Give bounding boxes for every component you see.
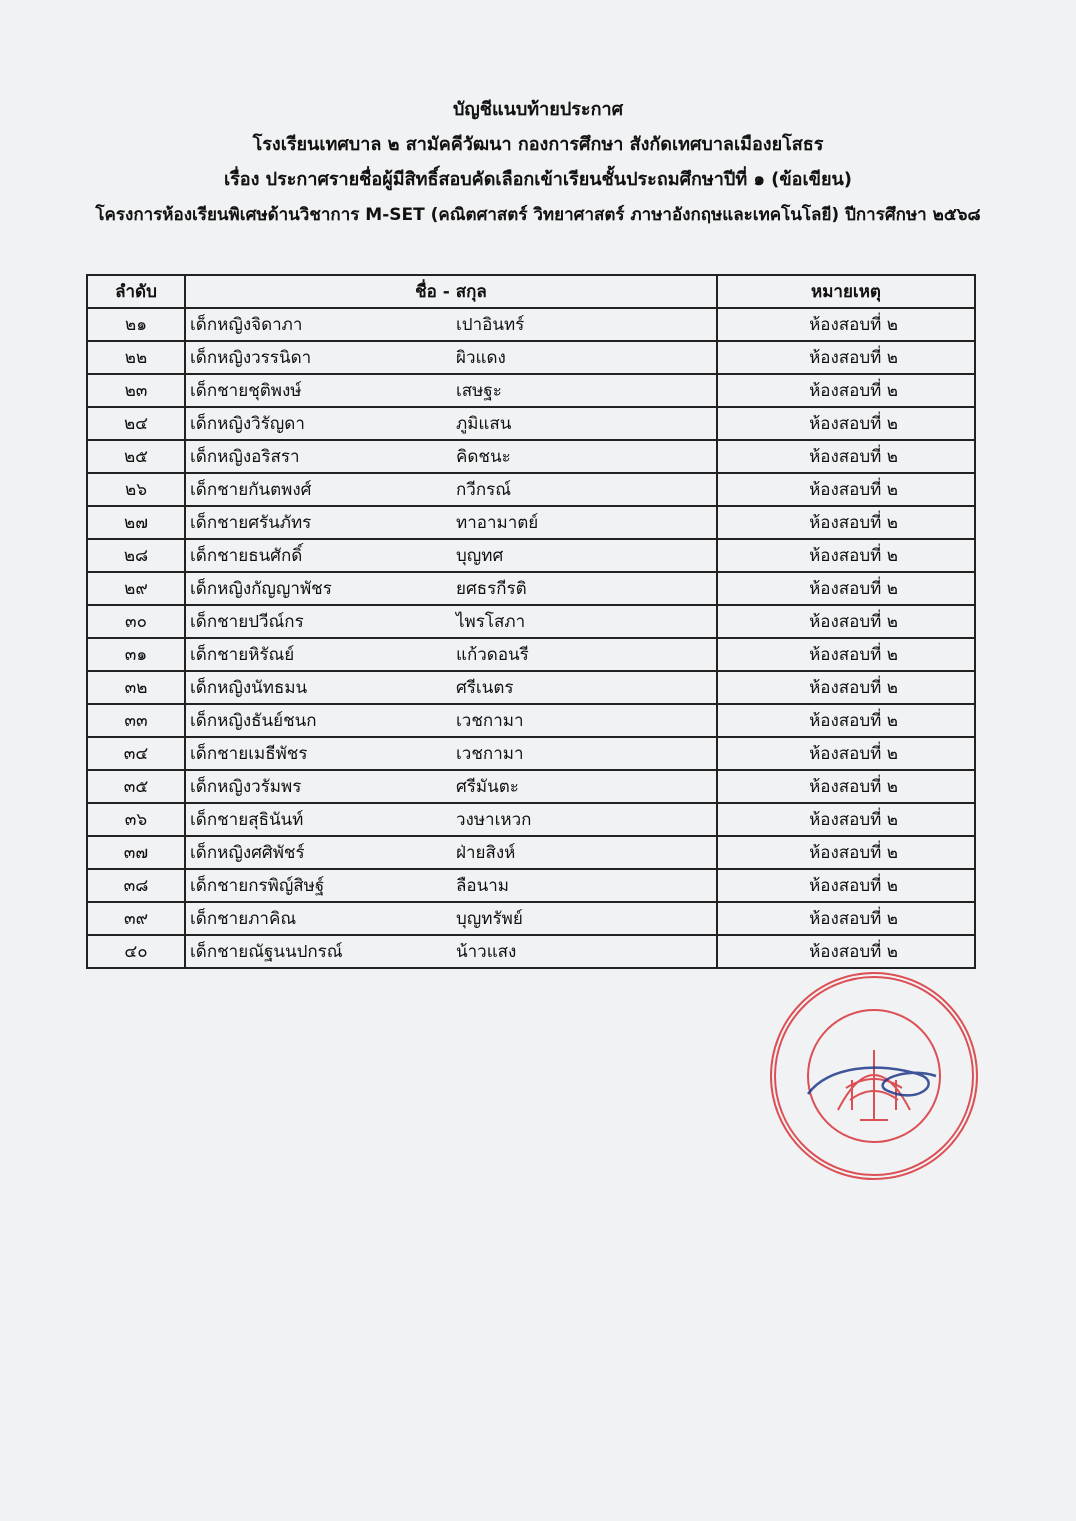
first-name: เด็กชายธนศักดิ์	[190, 546, 303, 566]
row-number: ๓๒	[87, 671, 185, 704]
table-row	[87, 440, 975, 473]
last-name: เสษฐะ	[456, 381, 502, 401]
student-name	[185, 473, 717, 506]
last-name: บุญทศ	[456, 546, 504, 566]
exam-room-note: ห้องสอบที่ ๒	[717, 935, 975, 968]
row-number: ๒๗	[87, 506, 185, 539]
exam-room-note: ห้องสอบที่ ๒	[717, 572, 975, 605]
first-name: เด็กชายหิรัณย์	[190, 645, 295, 665]
table-row	[87, 308, 975, 341]
last-name: น้าวแสง	[456, 942, 517, 962]
first-name: เด็กชายปวีณ์กร	[190, 612, 304, 632]
student-name	[185, 869, 717, 902]
student-name	[185, 539, 717, 572]
student-name	[185, 440, 717, 473]
table-row	[87, 869, 975, 902]
last-name: คิดชนะ	[456, 447, 511, 467]
last-name: ลือนาม	[456, 876, 510, 896]
table-row	[87, 605, 975, 638]
row-number: ๓๘	[87, 869, 185, 902]
last-name: เวชกามา	[456, 711, 524, 731]
exam-room-note: ห้องสอบที่ ๒	[717, 308, 975, 341]
row-number: ๓๖	[87, 803, 185, 836]
header-school: โรงเรียนเทศบาล ๒ สามัคคีวัฒนา กองการศึกษา สังกัดเทศบาลเมืองยโสธร	[252, 134, 824, 155]
table-row	[87, 473, 975, 506]
table-row	[87, 506, 975, 539]
row-number: ๓๙	[87, 902, 185, 935]
table-row	[87, 572, 975, 605]
table-row	[87, 902, 975, 935]
first-name: เด็กหญิงวรรนิดา	[190, 348, 312, 368]
row-number: ๓๕	[87, 770, 185, 803]
official-seal	[768, 970, 980, 1182]
table-row	[87, 803, 975, 836]
row-number: ๒๙	[87, 572, 185, 605]
row-number: ๓๓	[87, 704, 185, 737]
row-number: ๒๘	[87, 539, 185, 572]
last-name: ศรีเนตร	[456, 678, 514, 698]
row-number: ๒๒	[87, 341, 185, 374]
student-name	[185, 374, 717, 407]
student-list-table	[86, 274, 976, 969]
exam-room-note: ห้องสอบที่ ๒	[717, 440, 975, 473]
first-name: เด็กหญิงศศิพัชร์	[190, 843, 305, 863]
first-name: เด็กหญิงนัทธมน	[190, 678, 308, 698]
exam-room-note: ห้องสอบที่ ๒	[717, 638, 975, 671]
student-name	[185, 737, 717, 770]
column-header-no: ลำดับ	[87, 275, 185, 308]
column-header-note: หมายเหตุ	[717, 275, 975, 308]
table-row	[87, 671, 975, 704]
exam-room-note: ห้องสอบที่ ๒	[717, 737, 975, 770]
header-title: บัญชีแนบท้ายประกาศ	[452, 99, 624, 120]
table-row	[87, 407, 975, 440]
student-name	[185, 803, 717, 836]
student-name	[185, 341, 717, 374]
row-number: ๔๐	[87, 935, 185, 968]
exam-room-note: ห้องสอบที่ ๒	[717, 605, 975, 638]
table-row	[87, 737, 975, 770]
student-name	[185, 572, 717, 605]
exam-room-note: ห้องสอบที่ ๒	[717, 473, 975, 506]
student-name	[185, 638, 717, 671]
student-name	[185, 308, 717, 341]
exam-room-note: ห้องสอบที่ ๒	[717, 902, 975, 935]
table-row	[87, 341, 975, 374]
exam-room-note: ห้องสอบที่ ๒	[717, 374, 975, 407]
row-number: ๒๕	[87, 440, 185, 473]
first-name: เด็กหญิงธันย์ชนก	[190, 711, 317, 731]
row-number: ๓๐	[87, 605, 185, 638]
table-row	[87, 374, 975, 407]
student-name	[185, 935, 717, 968]
header-program: โครงการห้องเรียนพิเศษด้านวิชาการ M-SET (คณิตศาสตร์ วิทยาศาสตร์ ภาษาอังกฤษและเทคโนโลยี) ปีการศึกษา ๒๕๖๘	[95, 205, 981, 225]
last-name: บุญทรัพย์	[456, 909, 523, 929]
column-header-name: ชื่อ - สกุล	[185, 275, 717, 308]
exam-room-note: ห้องสอบที่ ๒	[717, 836, 975, 869]
document-header	[0, 96, 1076, 236]
student-name	[185, 704, 717, 737]
student-name	[185, 506, 717, 539]
exam-room-note: ห้องสอบที่ ๒	[717, 671, 975, 704]
row-number: ๓๑	[87, 638, 185, 671]
last-name: ผิวแดง	[456, 348, 506, 368]
exam-room-note: ห้องสอบที่ ๒	[717, 803, 975, 836]
last-name: แก้วดอนรี	[456, 645, 529, 665]
student-name	[185, 902, 717, 935]
first-name: เด็กชายณัฐนนปกรณ์	[190, 942, 343, 962]
first-name: เด็กหญิงจิดาภา	[190, 315, 303, 335]
first-name: เด็กชายภาคิณ	[190, 909, 297, 929]
student-name	[185, 770, 717, 803]
table-row	[87, 935, 975, 968]
row-number: ๒๓	[87, 374, 185, 407]
last-name: วงษาเหวก	[456, 810, 532, 830]
table-row	[87, 539, 975, 572]
first-name: เด็กชายกันตพงศ์	[190, 480, 312, 500]
last-name: ภูมิแสน	[456, 414, 512, 434]
row-number: ๒๑	[87, 308, 185, 341]
table-row	[87, 704, 975, 737]
first-name: เด็กชายชุติพงษ์	[190, 381, 302, 401]
last-name: ไพรโสภา	[456, 612, 526, 632]
last-name: กวีกรณ์	[456, 480, 512, 500]
last-name: ทาอามาตย์	[456, 513, 539, 533]
first-name: เด็กหญิงวรัมพร	[190, 777, 302, 797]
exam-room-note: ห้องสอบที่ ๒	[717, 869, 975, 902]
table-row	[87, 770, 975, 803]
student-name	[185, 605, 717, 638]
last-name: ยศธรกีรติ	[456, 579, 527, 599]
last-name: เวชกามา	[456, 744, 524, 764]
student-name	[185, 671, 717, 704]
row-number: ๓๔	[87, 737, 185, 770]
exam-room-note: ห้องสอบที่ ๒	[717, 407, 975, 440]
first-name: เด็กชายเมธีพัชร	[190, 744, 308, 764]
row-number: ๒๖	[87, 473, 185, 506]
exam-room-note: ห้องสอบที่ ๒	[717, 506, 975, 539]
student-name	[185, 407, 717, 440]
first-name: เด็กหญิงวิรัญดา	[190, 414, 305, 434]
header-subject: เรื่อง ประกาศรายชื่อผู้มีสิทธิ์สอบคัดเลือกเข้าเรียนชั้นประถมศึกษาปีที่ ๑ (ข้อเขียน)	[223, 169, 853, 190]
table-row	[87, 638, 975, 671]
table-header-row	[87, 275, 975, 308]
exam-room-note: ห้องสอบที่ ๒	[717, 341, 975, 374]
student-name	[185, 836, 717, 869]
first-name: เด็กชายศรันภัทร	[190, 513, 312, 533]
row-number: ๓๗	[87, 836, 185, 869]
last-name: ฝ่ายสิงห์	[456, 843, 516, 863]
last-name: ศรีมันตะ	[456, 777, 519, 797]
exam-room-note: ห้องสอบที่ ๒	[717, 770, 975, 803]
first-name: เด็กหญิงกัญญาพัชร	[190, 579, 332, 599]
row-number: ๒๔	[87, 407, 185, 440]
first-name: เด็กหญิงอริสรา	[190, 447, 300, 467]
last-name: เปาอินทร์	[456, 315, 525, 335]
table-row	[87, 836, 975, 869]
first-name: เด็กชายสุธินันท์	[190, 810, 304, 830]
first-name: เด็กชายกรพิญ์สิษฐ์	[190, 876, 325, 896]
exam-room-note: ห้องสอบที่ ๒	[717, 704, 975, 737]
exam-room-note: ห้องสอบที่ ๒	[717, 539, 975, 572]
